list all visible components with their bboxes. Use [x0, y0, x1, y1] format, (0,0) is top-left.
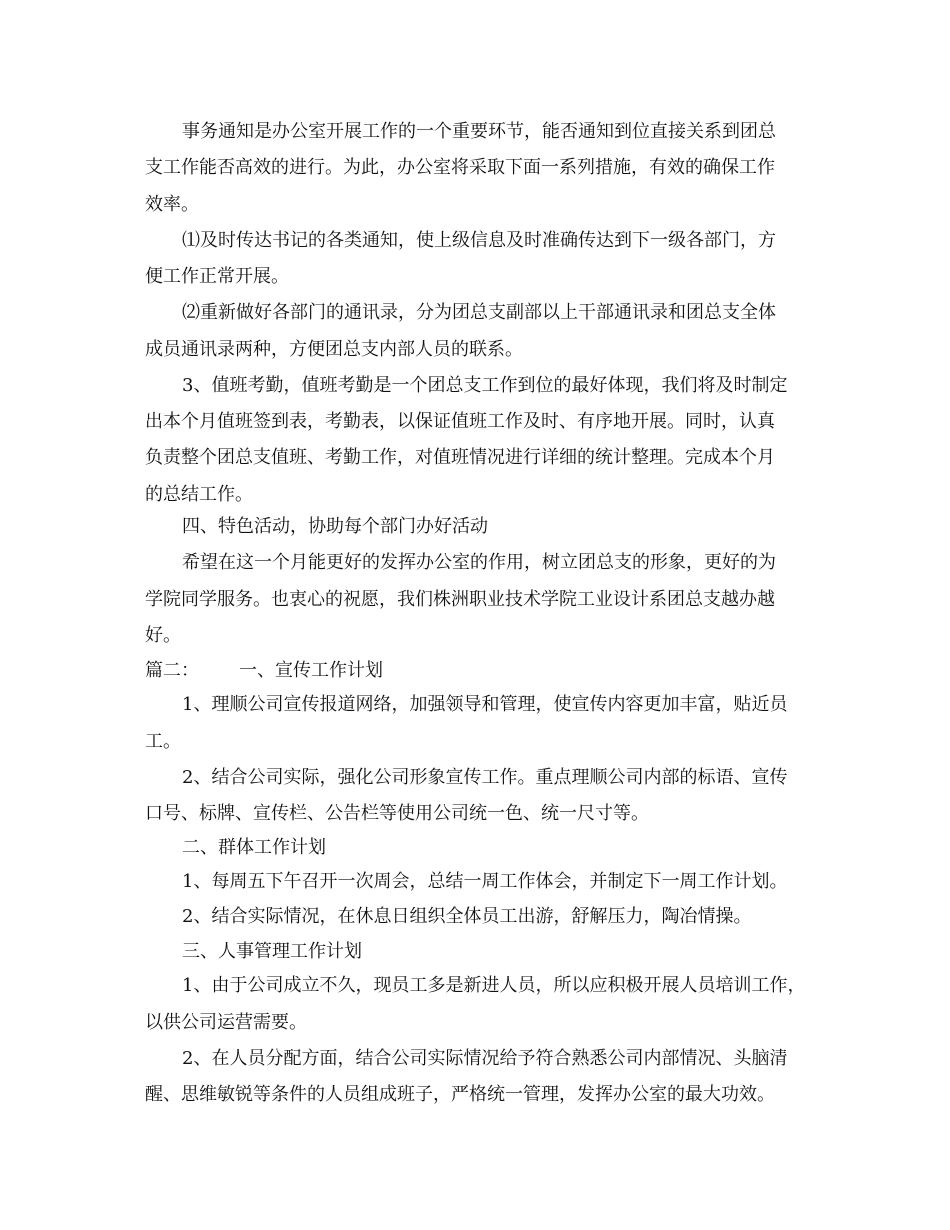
paragraph-line: 成员通讯录两种，方便团总支内部人员的联系。: [145, 339, 523, 360]
paragraph-line: 2、在人员分配方面，结合公司实际情况给予符合熟悉公司内部情况、头脑清: [182, 1048, 788, 1069]
paragraph-line: 3、值班考勤，值班考勤是一个团总支工作到位的最好体现，我们将及时制定: [182, 375, 788, 396]
paragraph-line: 出本个月值班签到表，考勤表，以保证值班工作及时、有序地开展。同时，认真: [145, 411, 775, 432]
paragraph-line: 口号、标牌、宣传栏、公告栏等使用公司统一色、统一尺寸等。: [145, 803, 649, 824]
section-heading: 二、群体工作计划: [182, 837, 326, 858]
paragraph-line: 醒、思维敏锐等条件的人员组成班子，严格统一管理，发挥办公室的最大功效。: [145, 1084, 775, 1105]
section-heading: 一、宣传工作计划: [239, 660, 383, 681]
section-heading: 四、特色活动，协助每个部门办好活动: [182, 516, 488, 537]
part-label: 篇二：: [145, 660, 199, 681]
paragraph-line: 事务通知是办公室开展工作的一个重要环节，能否通知到位直接关系到团总: [182, 121, 776, 142]
paragraph-line: 支工作能否高效的进行。为此，办公室将采取下面一系列措施，有效的确保工作: [145, 157, 775, 178]
paragraph-line: 以供公司运营需要。: [145, 1012, 307, 1033]
paragraph-line: 学院同学服务。也衷心的祝愿，我们株洲职业技术学院工业设计系团总支越办越: [145, 589, 775, 610]
paragraph-line: ⑴及时传达书记的各类通知，使上级信息及时准确传达到下一级各部门，方: [182, 230, 776, 251]
paragraph-line: 负责整个团总支值班、考勤工作，对值班情况进行详细的统计整理。完成本个月: [145, 447, 775, 468]
paragraph-line: 便工作正常开展。: [145, 266, 289, 287]
paragraph-line: ⑵重新做好各部门的通讯录，分为团总支副部以上干部通讯录和团总支全体: [182, 302, 776, 323]
paragraph-line: 1、由于公司成立不久，现员工多是新进人员，所以应积极开展人员培训工作，: [182, 975, 806, 996]
paragraph-line: 1、理顺公司宣传报道网络，加强领导和管理，使宣传内容更加丰富，贴近员: [182, 694, 788, 715]
paragraph-line: 的总结工作。: [145, 484, 253, 505]
paragraph-line: 1、每周五下午召开一次周会，总结一周工作体会，并制定下一周工作计划。: [182, 871, 788, 892]
paragraph-line: 效率。: [145, 194, 199, 215]
part-heading-row: [145, 660, 383, 682]
paragraph-line: 2、结合实际情况，在休息日组织全体员工出游，舒解压力，陶冶情操。: [182, 906, 752, 927]
paragraph-line: 工。: [145, 731, 181, 752]
paragraph-line: 好。: [145, 625, 181, 646]
section-heading: 三、人事管理工作计划: [182, 941, 362, 962]
paragraph-line: 2、结合公司实际，强化公司形象宣传工作。重点理顺公司内部的标语、宣传: [182, 767, 788, 788]
paragraph-line: 希望在这一个月能更好的发挥办公室的作用，树立团总支的形象，更好的为: [182, 552, 776, 573]
